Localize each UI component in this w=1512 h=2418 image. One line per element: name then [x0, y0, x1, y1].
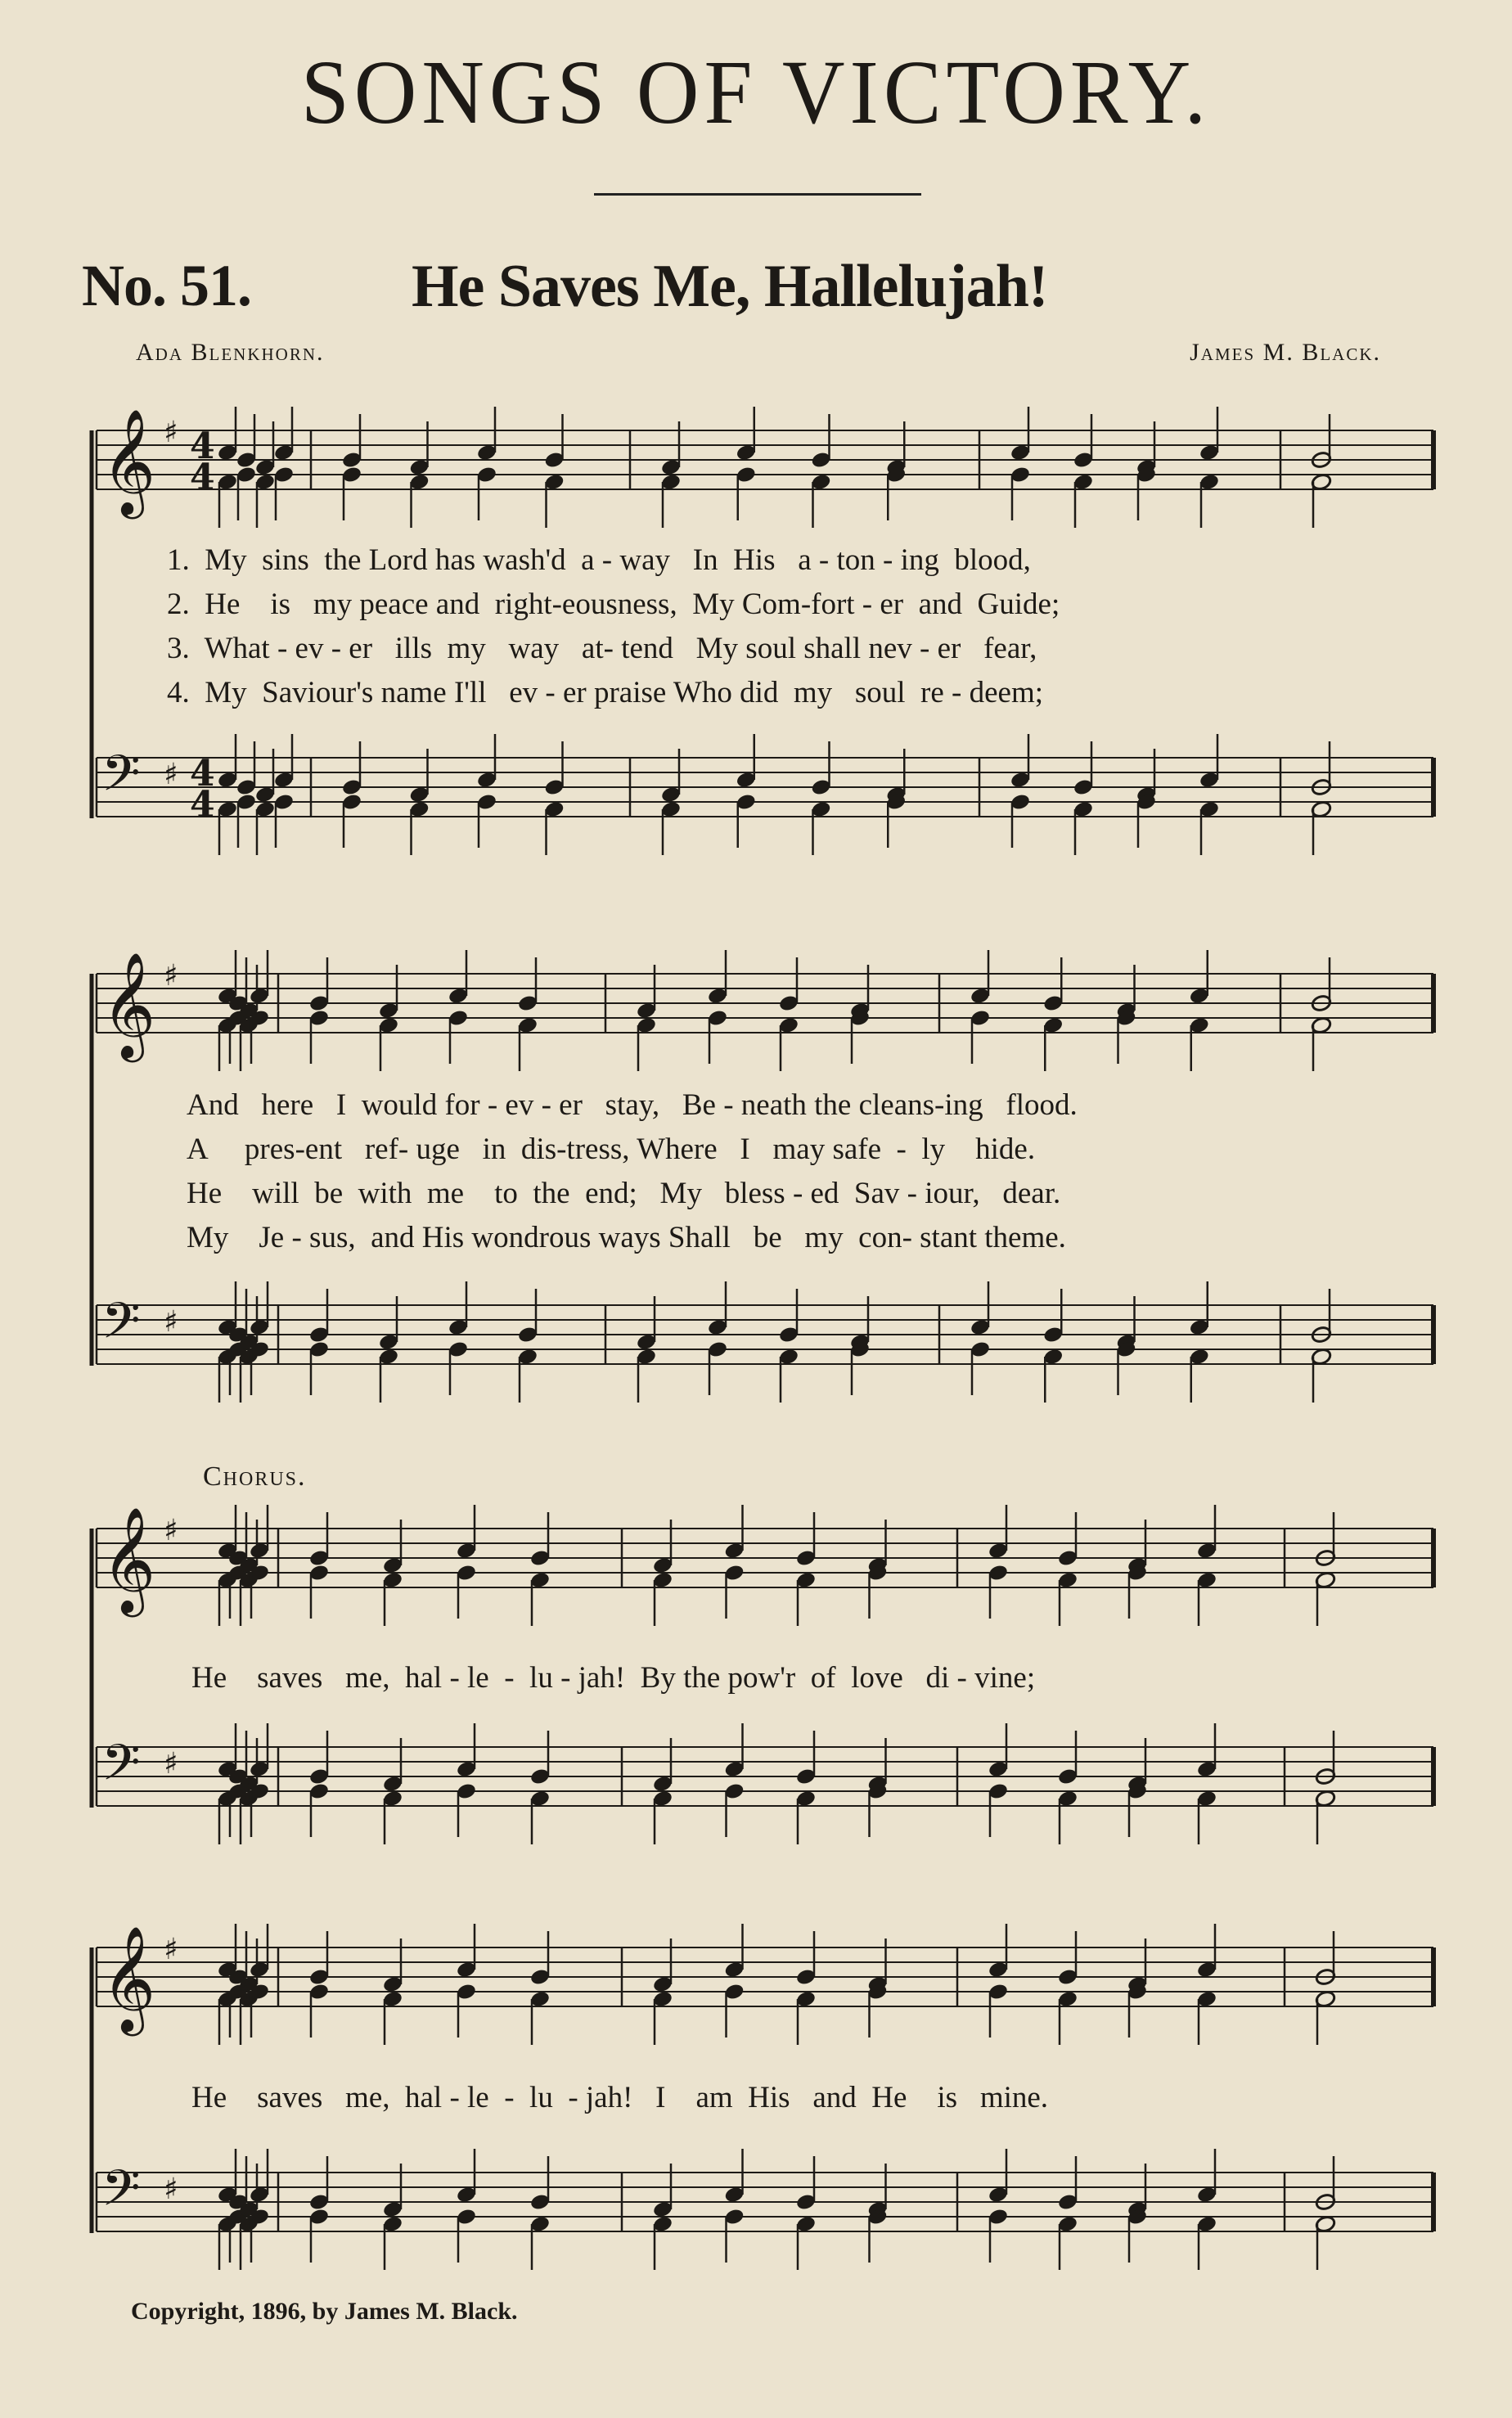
verse-1-line-1: 1. My sins the Lord has wash'd a - way In His a - ton - ing blood, [167, 543, 1031, 577]
verse-3-line-2: He will be with me to the end; My bless - ed Sav - iour, dear. [187, 1177, 1061, 1210]
bass-staff [97, 1723, 1433, 1844]
bass-clef-icon: 𝄢 [101, 1734, 141, 1804]
bass-staff [97, 734, 1433, 855]
bass-staff [97, 1281, 1433, 1403]
bass-clef-icon: 𝄢 [101, 2159, 141, 2230]
hymn-number: No. 51. [82, 253, 251, 318]
sharp-icon: ♯ [164, 1933, 178, 1966]
hymn-title: He Saves Me, Hallelujah! [412, 253, 1048, 320]
bass-clef-icon: 𝄢 [101, 745, 141, 815]
sharp-icon: ♯ [164, 1514, 178, 1547]
treble-clef-icon: 𝄞 [101, 408, 156, 515]
time-signature-top: 4 [190, 426, 215, 467]
treble-staff [97, 1924, 1433, 2045]
verse-2-line-1: 2. He is my peace and right-eousness, My Com-fort - er and Guide; [167, 588, 1060, 621]
author-credit: Ada Blenkhorn. [136, 339, 325, 366]
sharp-icon: ♯ [164, 1305, 178, 1339]
sharp-icon: ♯ [164, 1747, 178, 1781]
book-title: SONGS OF VICTORY. [300, 42, 1212, 142]
verse-1-line-2: And here I would for - ev - er stay, Be - neath the cleans-ing flood. [187, 1088, 1078, 1122]
sharp-icon: ♯ [164, 2173, 178, 2206]
bass-staff [97, 2149, 1433, 2270]
sharp-icon: ♯ [164, 416, 178, 449]
time-signature-bottom: 4 [190, 784, 215, 826]
chorus-label: Chorus. [203, 1461, 307, 1492]
treble-clef-icon: 𝄞 [101, 1925, 156, 2032]
sharp-icon: ♯ [164, 959, 178, 993]
treble-clef-icon: 𝄞 [101, 952, 156, 1058]
verse-4-line-1: 4. My Saviour's name I'll ev - er praise Who did my soul re - deem; [167, 676, 1044, 709]
treble-staff [97, 1505, 1433, 1626]
treble-staff [97, 407, 1433, 528]
sharp-icon: ♯ [164, 758, 178, 791]
copyright-notice: Copyright, 1896, by James M. Black. [131, 2298, 518, 2325]
chorus-line-1: He saves me, hal - le - lu - jah! By the pow'r of love di - vine; [191, 1661, 1036, 1695]
treble-staff [97, 950, 1433, 1071]
time-signature-top: 4 [190, 753, 215, 795]
composer-credit: James M. Black. [1190, 339, 1381, 366]
treble-clef-icon: 𝄞 [101, 1506, 156, 1613]
verse-2-line-2: A pres-ent ref- uge in dis-tress, Where I may safe - ly hide. [187, 1132, 1036, 1166]
verse-4-line-2: My Je - sus, and His wondrous ways Shall be my con- stant theme. [187, 1221, 1066, 1254]
verse-3-line-1: 3. What - ev - er ills my way at- tend My soul shall nev - er fear, [167, 632, 1037, 665]
chorus-line-2: He saves me, hal - le - lu - jah! I am His and He is mine. [191, 2081, 1049, 2114]
bass-clef-icon: 𝄢 [101, 1292, 141, 1362]
time-signature-bottom: 4 [190, 457, 215, 498]
